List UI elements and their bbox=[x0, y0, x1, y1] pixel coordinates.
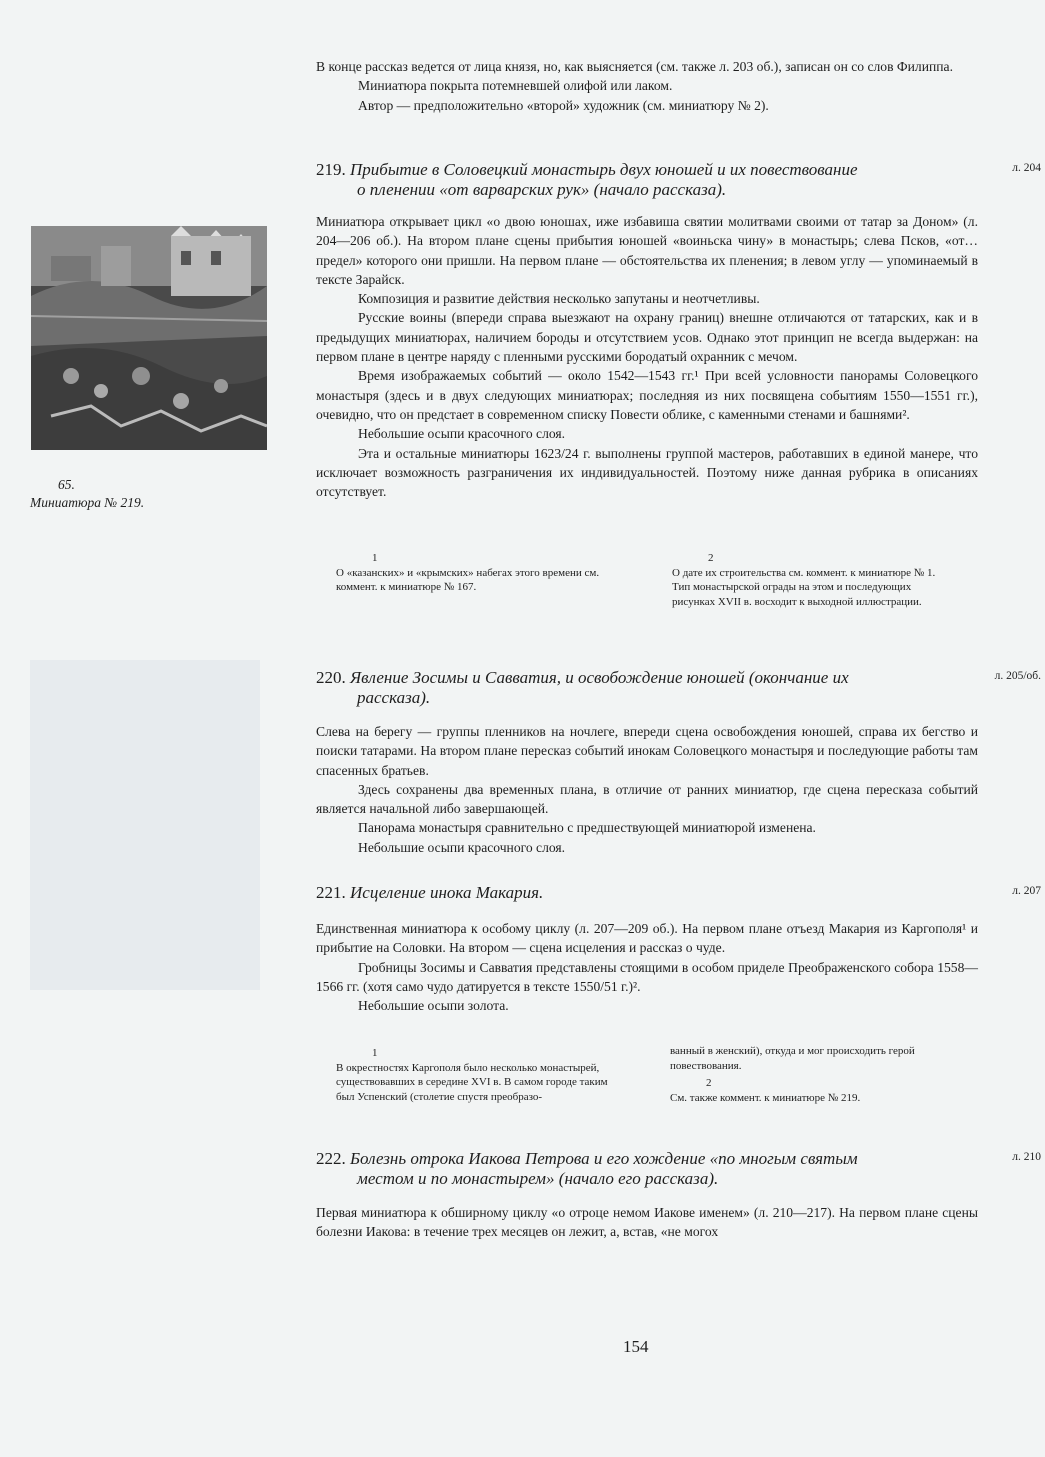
body-paragraph: Гробницы Зосимы и Савватия представлены стоящими в особом приделе Преображенского собора 1558—1566 гг. (хотя само чудо датируется в тексте 1550/51 г.)². bbox=[316, 959, 978, 994]
folio-ref: л. 205/об. bbox=[994, 670, 1041, 682]
figure-caption bbox=[30, 476, 230, 512]
footnote-text: См. также коммент. к миниатюре № 219. bbox=[670, 1091, 861, 1104]
entry-heading-222 bbox=[316, 1149, 978, 1189]
entry-title: Исцеление инока Макария. bbox=[350, 883, 544, 902]
entry-heading-221 bbox=[316, 883, 978, 903]
miniature-image bbox=[31, 226, 267, 450]
entry-heading-219 bbox=[316, 160, 978, 200]
page-number: 154 bbox=[623, 1337, 649, 1356]
entry-title: о пленении «от варварских рук» (начало рассказа). bbox=[357, 180, 727, 199]
body-paragraph: Композиция и развитие действия несколько запутаны и неотчетливы. bbox=[358, 291, 760, 307]
body-paragraph: Единственная миниатюра к особому циклу (л. 207—209 об.). На первом плане отъезд Макария из Каргополя¹ и прибытие на Соловки. На втором — сцена исцеления и рассказ о чуде. bbox=[316, 921, 978, 956]
intro-paragraph: Автор — предположительно «второй» художник (см. миниатюру № 2). bbox=[358, 97, 769, 113]
body-paragraph: Русские воины (впереди справа выезжают на охрану границ) внешне отличаются от татарских, как и в предыдущих миниатюрах, наличием бороды и отсутствием усов. Однако этот принцип не всегда выдержан: на первом плане в центре наряду с пленными русскими бородатый охранник с мечом. bbox=[316, 310, 978, 365]
entry-number: 221. bbox=[316, 883, 346, 902]
intro-paragraph: Миниатюра покрыта потемневшей олифой или лаком. bbox=[358, 78, 673, 94]
footnote-text: ванный в женский), откуда и мог происходить герой повествования. bbox=[670, 1045, 915, 1072]
figure-number: 65. bbox=[58, 477, 75, 492]
miniature-picture bbox=[31, 226, 267, 450]
footnote-text: В окрестностях Каргополя было несколько монастырей, существовавших в середине XVI в. В самом городе таким был Успенский (столетие спустя преобразо- bbox=[336, 1061, 608, 1103]
entry-body-222 bbox=[316, 1203, 978, 1242]
body-paragraph: Первая миниатюра к обширному циклу «о отроце немом Иакове именем» (л. 210—217). На первом плане сцены болезни Иакова: в течение трех месяцев он лежит, а, встав, «не могох bbox=[316, 1205, 978, 1240]
footnote bbox=[672, 551, 950, 609]
entry-title: рассказа). bbox=[357, 688, 431, 707]
entry-number: 222. bbox=[316, 1149, 346, 1168]
entry-body-219 bbox=[316, 212, 978, 501]
footnote-text: О «казанских» и «крымских» набегах этого времени см. коммент. к миниатюре № 167. bbox=[336, 566, 600, 593]
footnote bbox=[670, 1076, 954, 1105]
footnote bbox=[336, 1046, 608, 1104]
entry-title: Явление Зосимы и Савватия, и освобождение юношей (окончание их bbox=[350, 668, 849, 687]
entry-heading-220 bbox=[316, 668, 978, 708]
footnote-number: 1 bbox=[372, 552, 378, 564]
footnote bbox=[336, 551, 612, 595]
footnote-number: 2 bbox=[706, 1077, 712, 1089]
folio-ref: л. 204 bbox=[1012, 162, 1041, 174]
body-paragraph: Небольшие осыпи красочного слоя. bbox=[358, 426, 566, 442]
body-paragraph: Небольшие осыпи красочного слоя. bbox=[358, 839, 566, 855]
figure-caption-text: Миниатюра № 219. bbox=[30, 495, 145, 510]
intro-text bbox=[316, 57, 978, 115]
body-paragraph: Миниатюра открывает цикл «о двою юношах, иже избавиша святии молитвами своими от татар за Доном» (л. 204—206 об.). На втором плане сцены прибытия юношей «воиньска чину» в монастырь; слева Псков, «от… предел» которого они пришли. На первом плане — обстоятельства их пленения; в левом углу — упоминаемый в тексте Зарайск. bbox=[316, 214, 978, 287]
entry-body-220 bbox=[316, 722, 978, 857]
body-paragraph: Эта и остальные миниатюры 1623/24 г. выполнены группой мастеров, работавших в единой манере, что исключает возможность разграничения их индивидуальностей. Поэтому ниже данная рубрика в описаниях отсутствует. bbox=[316, 445, 978, 500]
body-paragraph: Здесь сохранены два временных плана, в отличие от ранних миниатюр, где сцена пересказа событий является начальной либо завершающей. bbox=[316, 781, 978, 817]
margin-shade bbox=[30, 660, 260, 990]
entry-title: Болезнь отрока Иакова Петрова и его хождение «по многым святым bbox=[350, 1149, 858, 1168]
footnote-number: 1 bbox=[372, 1047, 378, 1059]
footnote bbox=[670, 1044, 954, 1073]
folio-ref: л. 207 bbox=[1012, 885, 1041, 897]
body-paragraph: Панорама монастыря сравнительно с предшествующей миниатюрой изменена. bbox=[358, 820, 816, 836]
footnote-number: 2 bbox=[708, 552, 714, 564]
intro-paragraph: В конце рассказ ведется от лица князя, но, как выясняется (см. также л. 203 об.), записан он со слов Филиппа. bbox=[316, 59, 953, 74]
footnote-text: О дате их строительства см. коммент. к миниатюре № 1. Тип монастырской ограды на этом и последующих рисунках XVII в. восходит к выходной иллюстрации. bbox=[672, 566, 936, 608]
folio-ref: л. 210 bbox=[1012, 1151, 1041, 1163]
entry-title: местом и по монастырем» (начало его рассказа). bbox=[357, 1169, 719, 1188]
entry-title: Прибытие в Соловецкий монастырь двух юношей и их повествование bbox=[350, 160, 858, 179]
body-paragraph: Небольшие осыпи золота. bbox=[358, 998, 509, 1014]
entry-number: 220. bbox=[316, 668, 346, 687]
body-paragraph: Слева на берегу — группы пленников на ночлеге, впереди сцена освобождения юношей, справа их бегство и поиски татарами. На втором плане пересказ событий инокам Соловецкого монастыря и последующие работы там спасенных братьев. bbox=[316, 724, 978, 778]
entry-body-221 bbox=[316, 919, 978, 1015]
body-paragraph: Время изображаемых событий — около 1542—1543 гг.¹ При всей условности панорамы Соловецкого монастыря (здесь и в двух следующих миниатюрах; последняя из них посвящена событиям 1550—1551 гг.), очевидно, что он предстает в современном списку Повести облике, с каменными стенами и башнями². bbox=[316, 368, 978, 422]
entry-number: 219. bbox=[316, 160, 346, 179]
